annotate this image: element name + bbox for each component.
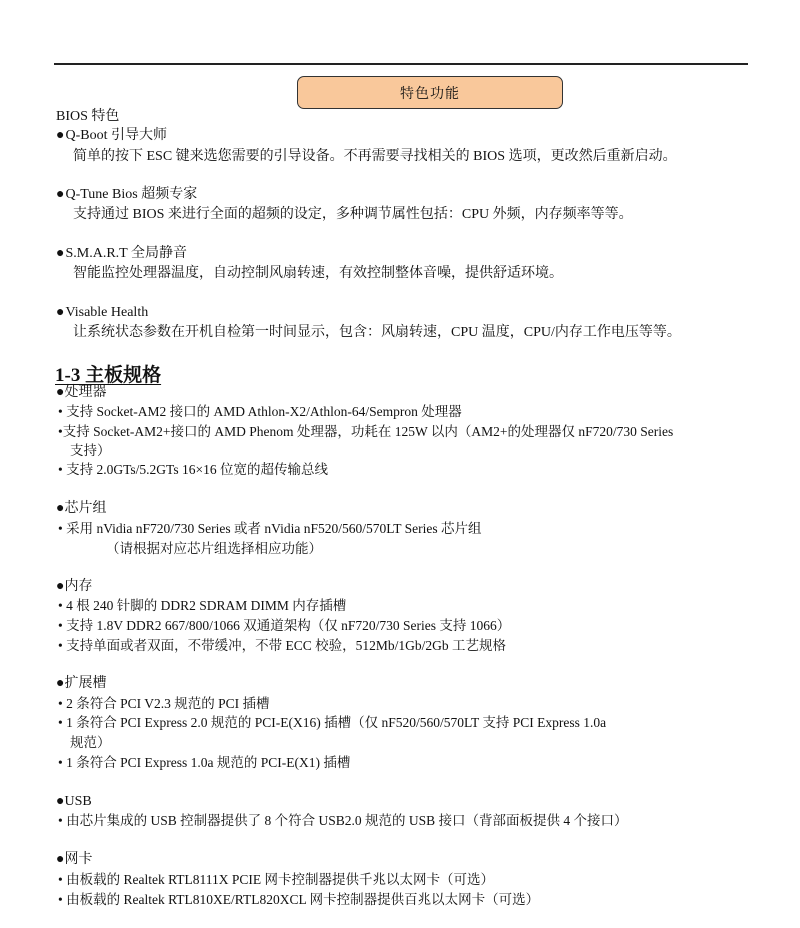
- spec-title-text: 芯片组: [64, 501, 107, 516]
- bios-title: BIOS 特色: [56, 109, 120, 124]
- spec-title-text: 网卡: [64, 852, 93, 867]
- feature-heading-box: [297, 76, 563, 109]
- bios-item-name: Q-Tune Bios 超频专家: [65, 187, 198, 202]
- spec-expansion-line: • 1 条符合 PCI Express 2.0 规范的 PCI-E(X16) 插槽（仅 nF520/560/570LT 支持 PCI Express 1.0a: [58, 715, 607, 730]
- spec-network-title: [56, 851, 92, 869]
- spec-title-text: 内存: [64, 579, 93, 594]
- spec-processor-line: • 支持 2.0GTs/5.2GTs 16×16 位宽的超传输总线: [58, 462, 328, 477]
- bios-item-qtune-desc: 支持通过 BIOS 来进行全面的超频的设定，多种调节属性包括：CPU 外频，内存频率等等。: [73, 207, 633, 222]
- bullet-icon: ●: [56, 852, 65, 867]
- spec-chipset-title: [56, 500, 106, 518]
- spec-processor-title: [56, 384, 106, 402]
- bullet-icon: ●: [56, 305, 65, 320]
- spec-expansion-line: 规范）: [70, 735, 111, 750]
- spec-chipset-line: （请根据对应芯片组选择相应功能）: [106, 541, 322, 556]
- bios-item-name: Q-Boot 引导大师: [65, 128, 167, 143]
- bios-item-smart-desc: 智能监控处理器温度，自动控制风扇转速，有效控制整体音噪，提供舒适环境。: [73, 266, 563, 281]
- specs-heading: 1-3 主板规格: [55, 365, 162, 386]
- spec-title-text: 扩展槽: [64, 676, 107, 691]
- spec-expansion-line: • 1 条符合 PCI Express 1.0a 规范的 PCI-E(X1) 插槽: [58, 755, 351, 770]
- bullet-icon: ●: [56, 579, 65, 594]
- spec-expansion-line: • 2 条符合 PCI V2.3 规范的 PCI 插槽: [58, 696, 270, 711]
- spec-processor-line: 支持）: [70, 443, 111, 458]
- spec-chipset-line: • 采用 nVidia nF720/730 Series 或者 nVidia nF520/560/570LT Series 芯片组: [58, 521, 482, 536]
- bios-item-name: S.M.A.R.T 全局静音: [65, 246, 187, 261]
- bullet-icon: ●: [56, 501, 65, 516]
- bios-item-smart-title: [56, 245, 187, 263]
- spec-processor-line: • 支持 Socket-AM2 接口的 AMD Athlon-X2/Athlon-64/Sempron 处理器: [58, 404, 462, 419]
- bullet-icon: ●: [56, 128, 65, 143]
- feature-heading-label: 特色功能: [400, 86, 460, 102]
- spec-memory-line: • 4 根 240 针脚的 DDR2 SDRAM DIMM 内存插槽: [58, 598, 347, 613]
- bios-item-qboot-title: [56, 127, 167, 145]
- spec-memory-line: • 支持单面或者双面，不带缓冲，不带 ECC 校验，512Mb/1Gb/2Gb 工艺规格: [58, 638, 506, 653]
- spec-title-text: 处理器: [64, 385, 107, 400]
- bullet-icon: ●: [56, 794, 65, 809]
- bios-item-health-desc: 让系统状态参数在开机自检第一时间显示，包含：风扇转速，CPU 温度，CPU/内存工作电压等等。: [73, 325, 681, 340]
- spec-usb-line: • 由芯片集成的 USB 控制器提供了 8 个符合 USB2.0 规范的 USB 接口（背部面板提供 4 个接口）: [58, 813, 628, 828]
- spec-network-line: • 由板载的 Realtek RTL810XE/RTL820XCL 网卡控制器提供百兆以太网卡（可选）: [58, 892, 540, 907]
- bullet-icon: ●: [56, 187, 65, 202]
- bullet-icon: ●: [56, 676, 65, 691]
- top-rule: [54, 63, 748, 65]
- spec-memory-title: [56, 578, 92, 596]
- bios-item-qboot-desc: 简单的按下 ESC 键来选您需要的引导设备。不再需要寻找相关的 BIOS 选项，更改然后重新启动。: [73, 149, 677, 164]
- spec-network-line: • 由板载的 Realtek RTL8111X PCIE 网卡控制器提供千兆以太网卡（可选）: [58, 872, 495, 887]
- spec-usb-title: [56, 793, 92, 811]
- spec-title-text: USB: [64, 794, 92, 809]
- spec-processor-line: •支持 Socket-AM2+接口的 AMD Phenom 处理器，功耗在 125W 以内（AM2+的处理器仅 nF720/730 Series: [58, 424, 674, 439]
- spec-expansion-title: [56, 675, 106, 693]
- bullet-icon: ●: [56, 246, 65, 261]
- bios-item-qtune-title: [56, 186, 197, 204]
- bios-item-name: Visable Health: [65, 305, 149, 320]
- bullet-icon: ●: [56, 385, 65, 400]
- bios-item-health-title: [56, 304, 148, 322]
- spec-memory-line: • 支持 1.8V DDR2 667/800/1066 双通道架构（仅 nF720/730 Series 支持 1066）: [58, 618, 511, 633]
